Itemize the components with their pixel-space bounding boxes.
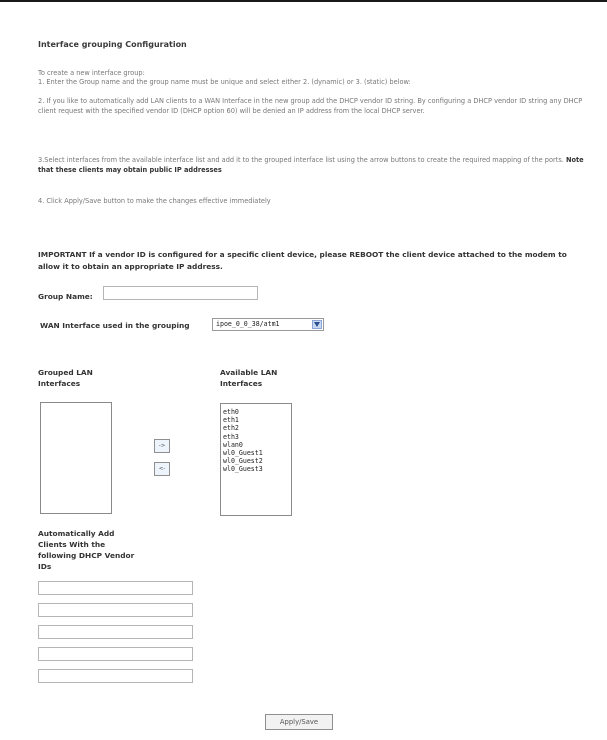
grouped-lan-label-line1: Grouped LAN	[38, 368, 93, 377]
vendor-id-label-line4: IDs	[38, 562, 52, 571]
wan-interface-selected: ipoe_0_0_38/atm1	[216, 320, 280, 328]
available-lan-label-line2: Interfaces	[220, 379, 263, 388]
wan-interface-select[interactable]	[212, 318, 324, 331]
wan-interface-label: WAN Interface used in the grouping	[40, 321, 190, 330]
important-notice: IMPORTANT If a vendor ID is configured for a specific client device, please REBOOT the client device attached to the modem to allow it to obtain an appropriate IP address.	[38, 250, 567, 271]
list-item[interactable]: wl0_Guest2	[223, 457, 263, 466]
page-title: Interface grouping Configuration	[38, 40, 187, 49]
grouped-lan-label-line2: Interfaces	[38, 379, 81, 388]
list-item[interactable]: eth2	[223, 424, 239, 433]
vendor-id-label-line3: following DHCP Vendor	[38, 551, 135, 560]
vendor-id-input-1[interactable]	[38, 581, 193, 595]
remove-from-group-button[interactable]: <-	[154, 462, 170, 476]
list-item[interactable]: wlan0	[223, 440, 243, 449]
vendor-id-label-line2: Clients With the	[38, 540, 106, 549]
grouped-lan-list[interactable]	[40, 402, 112, 514]
list-item[interactable]: wl0_Guest1	[223, 449, 263, 458]
group-name-label: Group Name:	[38, 292, 93, 301]
add-to-group-button[interactable]: ->	[154, 439, 170, 453]
instruction-step-4: 4. Click Apply/Save button to make the changes effective immediately	[38, 197, 271, 205]
vendor-id-label-line1: Automatically Add	[38, 529, 115, 538]
step-3-text: 3.Select interfaces from the available interface list and add it to the grouped interface list using the arrow buttons to create the required mapping of the ports.	[38, 156, 566, 164]
instruction-step-2: 2. If you like to automatically add LAN clients to a WAN Interface in the new group add the DHCP vendor ID string. By configuring a DHCP vendor ID string any DHCP client request with the specified vendor ID (DHCP option 60) will be denied an IP address from the local DHCP server.	[38, 97, 583, 115]
available-lan-list[interactable]	[220, 403, 292, 516]
top-border	[0, 0, 607, 2]
list-item[interactable]: eth1	[223, 416, 239, 425]
list-item[interactable]: eth0	[223, 408, 239, 416]
vendor-id-input-4[interactable]	[38, 647, 193, 661]
dropdown-arrow-icon[interactable]	[312, 320, 322, 329]
instruction-intro: To create a new interface group:	[38, 69, 145, 77]
step-3-note: Note that these clients may obtain public IP addresses	[38, 156, 584, 174]
instruction-step-1: 1. Enter the Group name and the group name must be unique and select either 2. (dynamic) or 3. (static) below:	[38, 78, 411, 86]
vendor-id-input-5[interactable]	[38, 669, 193, 683]
list-item[interactable]: eth3	[223, 432, 239, 441]
group-name-input[interactable]	[103, 286, 258, 300]
vendor-id-input-3[interactable]	[38, 625, 193, 639]
vendor-id-input-2[interactable]	[38, 603, 193, 617]
apply-save-button[interactable]: Apply/Save	[265, 714, 333, 730]
instruction-step-3	[38, 155, 586, 175]
list-item[interactable]: wl0_Guest3	[223, 465, 263, 474]
available-lan-label-line1: Available LAN	[220, 368, 278, 377]
